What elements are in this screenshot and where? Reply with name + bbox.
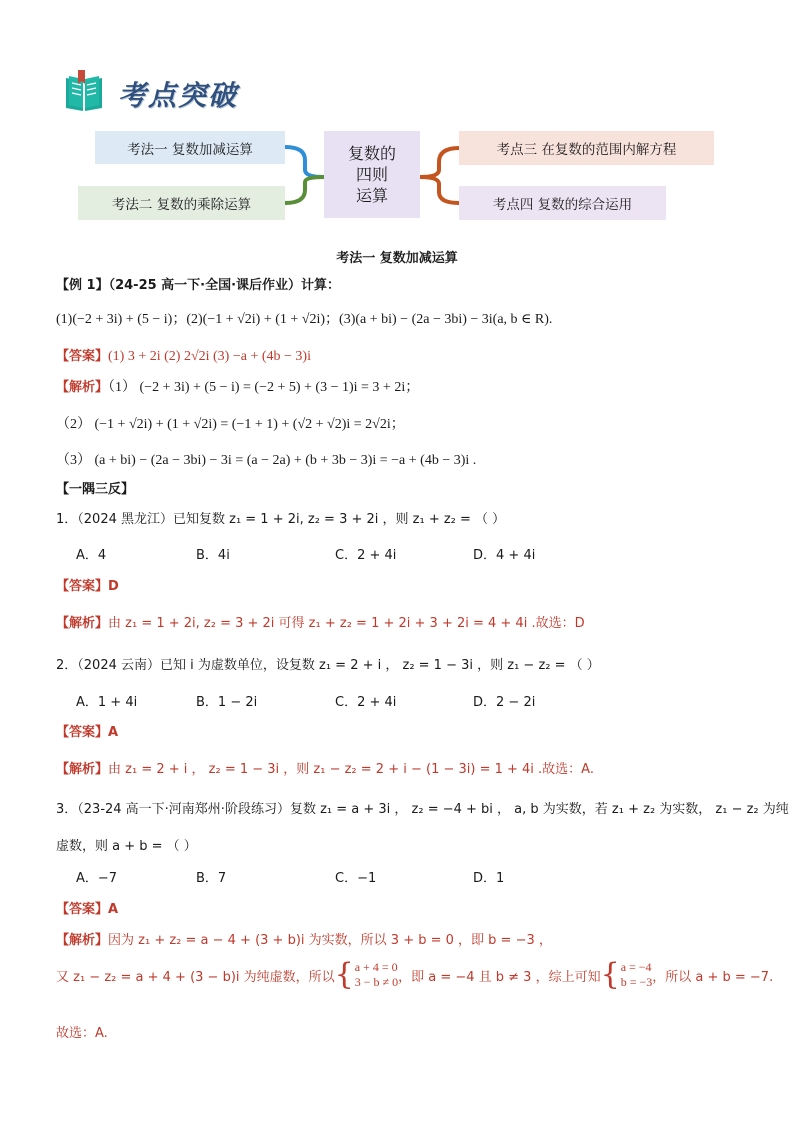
analysis-text: 因为 z₁ + z₂ = a − 4 + (3 + b)i 为实数，所以 3 + b = 0 ，即 b = −3 ， bbox=[108, 933, 552, 948]
question-3-analysis-line-2 bbox=[56, 957, 774, 992]
center-line-2: 四则 bbox=[355, 165, 388, 184]
question-3-stem-line-1: 3．（23-24 高一下·河南郑州·阶段练习）复数 z₁ = a + 3i ， z₂ = −4 + bi ， a, b 为实数，若 z₁ + z₂ 为实数， z₁ − z₂ 为纯 bbox=[56, 802, 789, 817]
question-3-answer bbox=[56, 898, 118, 917]
question-1-stem: 1．（2024 黑龙江）已知复数 z₁ = 1 + 2i, z₂ = 3 + 2i ，则 z₁ + z₂ = （ ） bbox=[56, 512, 506, 527]
section-title: 考法一 复数加减运算 bbox=[336, 251, 458, 266]
question-3-option-d: D．1 bbox=[473, 871, 505, 886]
question-3-final: 故选：A. bbox=[56, 1026, 108, 1041]
center-line-3: 运算 bbox=[355, 186, 388, 205]
analysis-line-2: （2） (−1 + √2i) + (1 + √2i) = (−1 + 1) + (√2 + √2)i = 2√2i； bbox=[56, 417, 405, 432]
answer-value: (1) 3 + 2i (2) 2√2i (3) −a + (4b − 3)i bbox=[108, 349, 311, 364]
mindmap-node-label: 考点四 复数的综合运用 bbox=[492, 197, 633, 213]
answer-tag: 【答案】 bbox=[56, 902, 109, 917]
system-2-row-1: a = −4 bbox=[620, 960, 652, 974]
question-1-option-c: C．2 + 4i bbox=[335, 548, 397, 563]
analysis-tag: 【解析】 bbox=[56, 762, 109, 777]
answer-tag: 【答案】 bbox=[56, 579, 109, 594]
brace-left-bottom bbox=[285, 177, 324, 203]
mindmap-node-multiplication bbox=[78, 186, 285, 220]
question-3-option-a: A．−7 bbox=[76, 871, 118, 886]
question-2-answer bbox=[56, 721, 118, 740]
analysis-text-b: ，即 a = −4 且 b ≠ 3 ，综上可知 bbox=[398, 969, 601, 985]
question-3-stem-line-2: 虚数，则 a + b = （ ） bbox=[56, 839, 197, 854]
brace-right bbox=[420, 148, 459, 203]
mindmap-node-addition bbox=[95, 131, 285, 164]
answer-value: A bbox=[108, 902, 119, 917]
analysis-tag: 【解析】 bbox=[56, 380, 109, 395]
analysis-text: 由 z₁ = 2 + i ， z₂ = 1 − 3i ，则 z₁ − z₂ = 2 + i − (1 − 3i) = 1 + 4i .故选：A. bbox=[108, 762, 594, 777]
example-source: （24-25 高一下·全国·课后作业）计算： bbox=[108, 278, 341, 293]
question-1-option-d: D．4 + 4i bbox=[473, 548, 536, 563]
mindmap-center-node bbox=[324, 131, 420, 218]
analysis-line-1 bbox=[56, 376, 419, 396]
practice-heading: 【一隅三反】 bbox=[56, 482, 135, 497]
question-2-option-b: B．1 − 2i bbox=[196, 695, 258, 710]
analysis-text: 由 z₁ = 1 + 2i, z₂ = 3 + 2i 可得 z₁ + z₂ = 1 + 2i + 3 + 2i = 4 + 4i .故选：D bbox=[108, 616, 585, 631]
question-3-option-c: C．−1 bbox=[335, 871, 377, 886]
banner-title: 考点突破 bbox=[118, 79, 239, 112]
mindmap-node-label: 考点三 在复数的范围内解方程 bbox=[496, 142, 677, 158]
answer-value: A bbox=[108, 725, 119, 740]
question-2-stem: 2．（2024 云南）已知 i 为虚数单位，设复数 z₁ = 2 + i ， z₂ = 1 − 3i ，则 z₁ − z₂ = （ ） bbox=[56, 658, 600, 673]
example-header bbox=[56, 274, 340, 293]
brace-left-top bbox=[285, 147, 324, 177]
question-2-option-a: A．1 + 4i bbox=[76, 695, 138, 710]
question-1-option-a: A．4 bbox=[76, 548, 107, 563]
question-1-analysis bbox=[56, 612, 585, 631]
answer-tag: 【答案】 bbox=[56, 349, 109, 364]
analysis-tag: 【解析】 bbox=[56, 616, 109, 631]
question-3-analysis-line-1 bbox=[56, 929, 552, 948]
system-1-row-1: a + 4 = 0 bbox=[354, 960, 398, 974]
mindmap-node-label: 考法一 复数加减运算 bbox=[127, 141, 253, 158]
brace-icon: { bbox=[600, 957, 620, 992]
analysis-text-a: 又 z₁ − z₂ = a + 4 + (3 − b)i 为纯虚数，所以 bbox=[56, 969, 335, 985]
analysis-text: （1） (−2 + 3i) + (5 − i) = (−2 + 5) + (3 − 1)i = 3 + 2i； bbox=[108, 380, 420, 395]
question-2-analysis bbox=[56, 758, 594, 777]
example-problems: (1)(−2 + 3i) + (5 − i)；(2)(−1 + √2i) + (1 + √2i)；(3)(a + bi) − (2a − 3bi) − 3i(a, b ∈ R). bbox=[56, 312, 553, 327]
center-line-1: 复数的 bbox=[347, 144, 396, 163]
analysis-tag: 【解析】 bbox=[56, 933, 109, 948]
equation-system-1 bbox=[334, 957, 399, 992]
example-answer bbox=[56, 345, 311, 365]
example-tag: 【例 1】 bbox=[56, 278, 109, 293]
answer-value: D bbox=[108, 579, 119, 594]
equation-system-2 bbox=[600, 957, 653, 992]
mindmap-node-comprehensive bbox=[459, 186, 666, 220]
mindmap-node-label: 考法二 复数的乘除运算 bbox=[111, 197, 252, 213]
question-1-option-b: B．4i bbox=[196, 548, 230, 563]
system-2-row-2: b = −3 bbox=[620, 975, 653, 989]
brace-icon: { bbox=[334, 957, 354, 992]
question-2-option-c: C．2 + 4i bbox=[335, 695, 397, 710]
analysis-text-c: ，所以 a + b = −7. bbox=[652, 969, 774, 985]
answer-tag: 【答案】 bbox=[56, 725, 109, 740]
question-2-option-d: D．2 − 2i bbox=[473, 695, 536, 710]
question-1-answer bbox=[56, 575, 119, 594]
mindmap-node-equations bbox=[459, 131, 714, 165]
system-1-row-2: 3 − b ≠ 0 bbox=[354, 975, 399, 989]
question-3-option-b: B．7 bbox=[196, 871, 227, 886]
analysis-line-3: （3） (a + bi) − (2a − 3bi) − 3i = (a − 2a) + (b + 3b − 3)i = −a + (4b − 3)i . bbox=[56, 453, 477, 468]
